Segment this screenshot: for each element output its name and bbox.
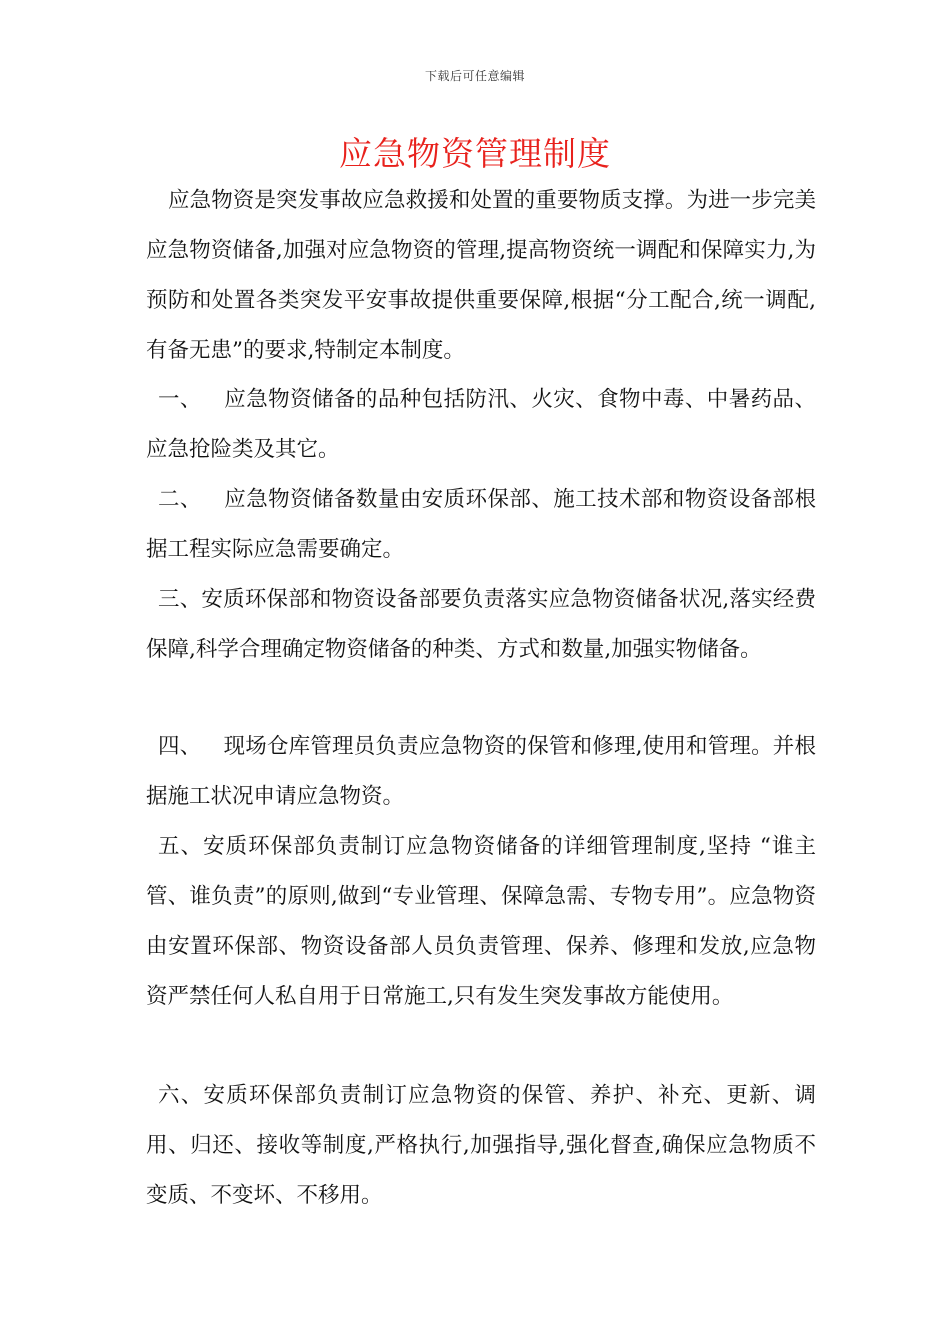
clause-5-number: 五、	[158, 834, 204, 859]
header-note: 下载后可任意编辑	[424, 69, 525, 83]
clause-2-number: 二、	[158, 487, 202, 512]
clause-1-text: 应急物资储备的品种包括防汛、火灾、食物中毒、中暑药品、应急抢险类及其它。	[146, 387, 816, 462]
clause-1	[146, 375, 816, 475]
clause-6-number: 六、	[158, 1083, 204, 1108]
clause-6	[146, 1071, 816, 1221]
clause-5	[146, 822, 816, 1022]
clause-1-number: 一、	[158, 387, 202, 412]
clause-3-text: 安质环保部和物资设备部要负责落实应急物资储备状况,落实经费保障,科学合理确定物资储备的种类、方式和数量,加强实物储备。	[146, 587, 816, 662]
clause-3-number: 三、	[158, 587, 202, 612]
clause-2	[146, 475, 816, 575]
clause-5-text: 安质环保部负责制订应急物资储备的详细管理制度,坚持 “谁主管、谁负责”的原则,做到“专业管理、保障急需、专物专用”。应急物资由安置环保部、物资设备部人员负责管理、保养、修理和发放,应急物资严禁任何人私自用于日常施工,只有发生突发事故方能使用。	[146, 834, 816, 1009]
clause-4-text: 现场仓库管理员负责应急物资的保管和修理,使用和管理。并根据施工状况申请应急物资。	[146, 734, 816, 809]
clause-2-text: 应急物资储备数量由安质环保部、施工技术部和物资设备部根据工程实际应急需要确定。	[146, 487, 816, 562]
document-title: 应急物资管理制度	[339, 134, 611, 173]
clause-6-text: 安质环保部负责制订应急物资的保管、养护、补充、更新、调用、归还、接收等制度,严格执行,加强指导,强化督查,确保应急物质不变质、不变坏、不移用。	[146, 1083, 816, 1208]
intro-paragraph: 应急物资是突发事故应急救援和处置的重要物质支撑。为进一步完美应急物资储备,加强对应急物资的管理,提高物资统一调配和保障实力,为预防和处置各类突发平安事故提供重要保障,根据“分工配合,统一调配,有备无患”的要求,特制定本制度。	[146, 188, 816, 363]
clause-4-number: 四、	[158, 734, 202, 759]
clause-4	[146, 722, 816, 822]
clause-3	[146, 575, 816, 675]
